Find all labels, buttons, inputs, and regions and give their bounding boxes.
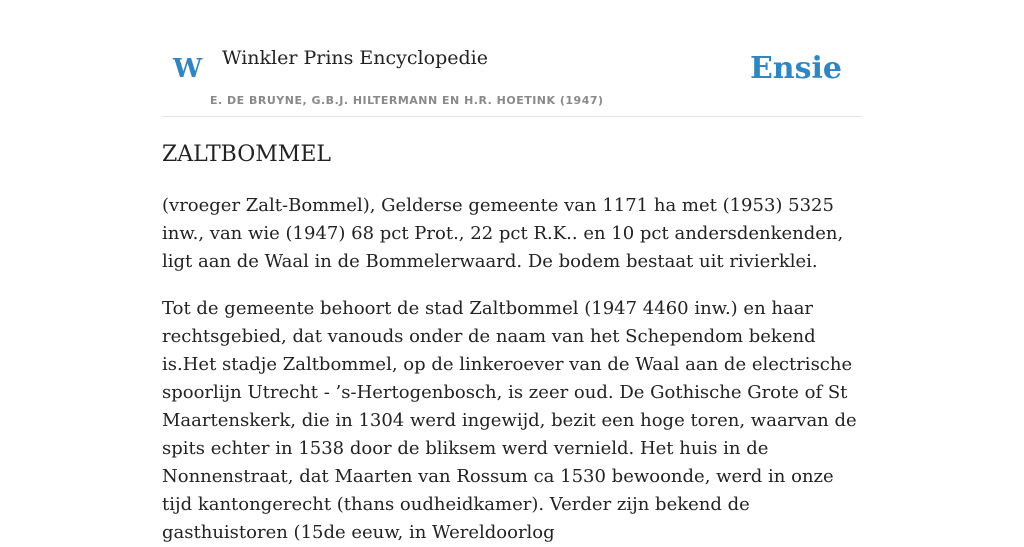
encyclopedia-authors: E. DE BRUYNE, G.B.J. HILTERMANN EN H.R. HOETINK (1947) xyxy=(210,94,604,107)
site-header xyxy=(162,0,862,117)
winkler-prins-logo[interactable]: W xyxy=(173,54,203,84)
article-paragraph: Tot de gemeente behoort de stad Zaltbommel (1947 4460 inw.) en haar rechtsgebied, dat vanouds onder de naam van het Schependom bekend is.Het stadje Zaltbommel, op de linkeroever van de Waal aan de electrische spoorlijn Utrecht - ’s-Hertogenbosch, is zeer oud. De Gothische Grote of St Maartenskerk, die in 1304 werd ingewijd, bezit een hoge toren, waarvan de spits echter in 1538 door de bliksem werd vernield. Het huis in de Nonnenstraat, dat Maarten van Rossum ca 1530 bewoonde, werd in onze tijd kantongerecht (thans oudheidkamer). Verder zijn bekend de gasthuistoren (15de eeuw, in Wereldoorlog xyxy=(162,298,857,543)
article-paragraph: (vroeger Zalt-Bommel), Gelderse gemeente van 1171 ha met (1953) 5325 inw., van wie (1947) 68 pct Prot., 22 pct R.K.. en 10 pct andersdenkenden, ligt aan de Waal in de Bommelerwaard. De bodem bestaat uit rivierklei. xyxy=(162,195,844,272)
ensie-logo[interactable]: Ensie xyxy=(749,51,842,86)
article xyxy=(162,140,862,547)
encyclopedia-title[interactable]: Winkler Prins Encyclopedie xyxy=(222,47,488,69)
article-title: ZALTBOMMEL xyxy=(162,142,331,167)
